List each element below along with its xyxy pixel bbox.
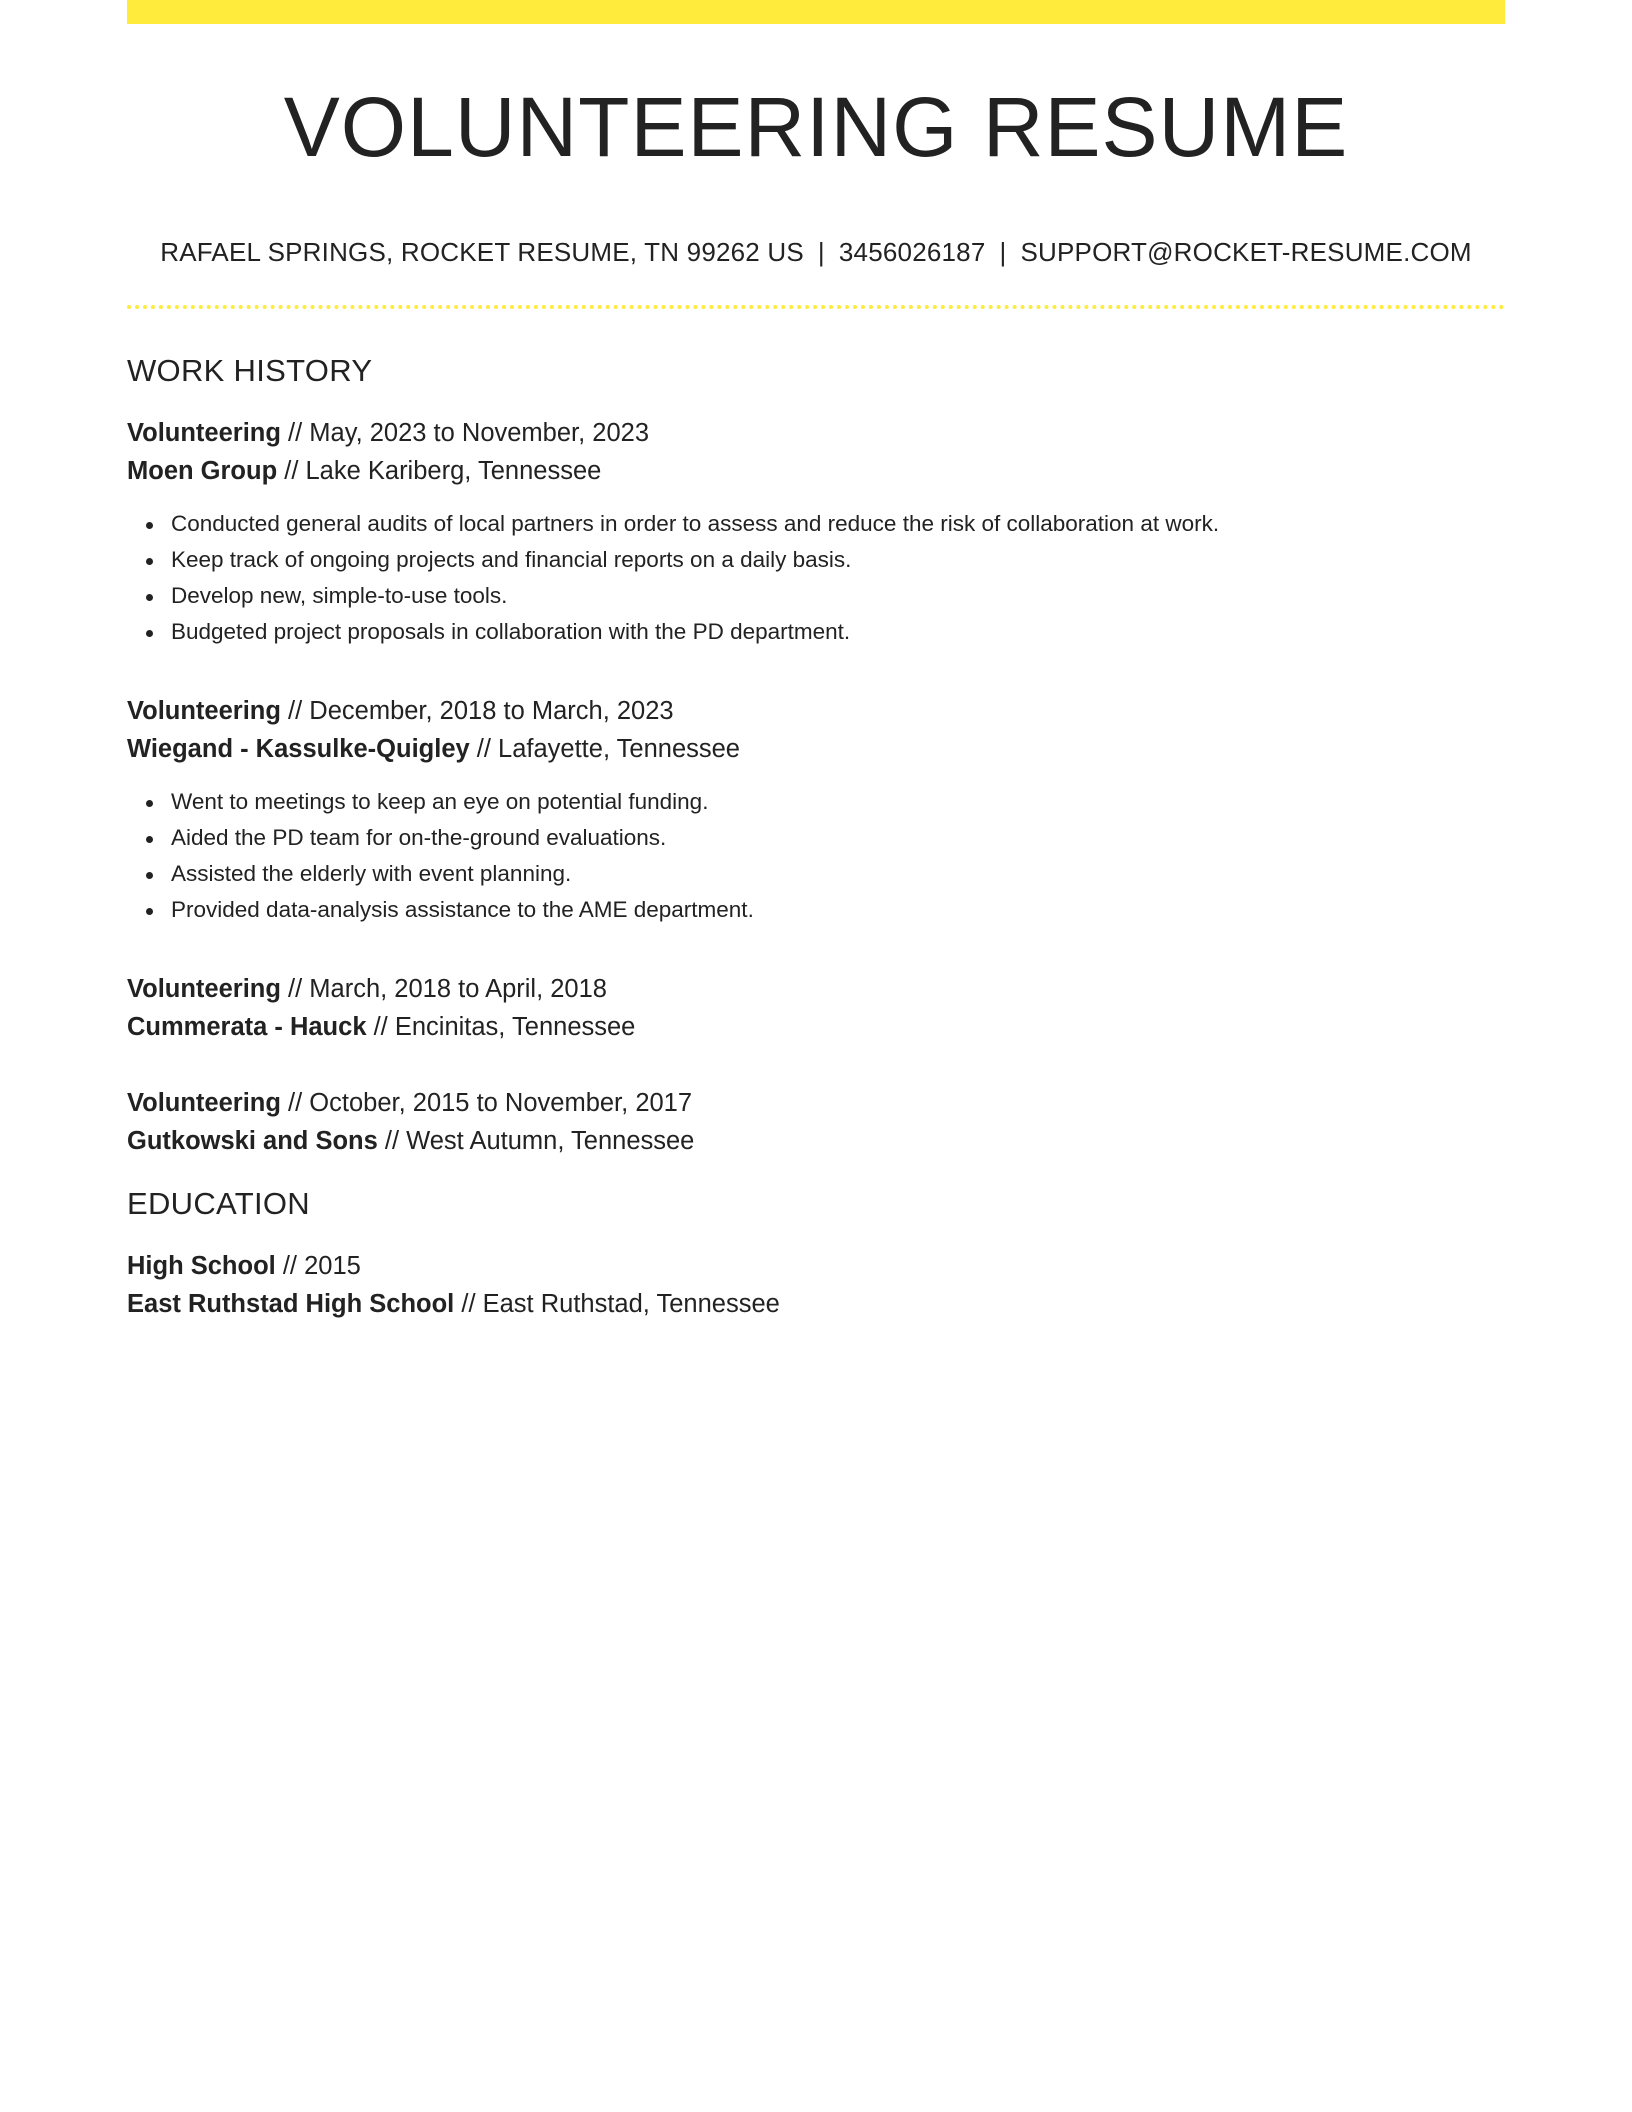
work-entry-location: // Lafayette, Tennessee [469,735,740,763]
work-entry-dates: // October, 2015 to November, 2017 [280,1089,693,1117]
work-entry-company-line [127,1008,1505,1046]
work-entry-location: // West Autumn, Tennessee [377,1127,695,1155]
work-entry-role-line [127,414,1505,452]
education-school: East Ruthstad High School [127,1290,455,1318]
work-entry-dates: // December, 2018 to March, 2023 [280,697,674,725]
bullet-item: Budgeted project proposals in collaboration with the PD department. [171,614,1505,650]
bullet-item: Develop new, simple-to-use tools. [171,578,1505,614]
work-entry-dates: // March, 2018 to April, 2018 [280,975,607,1003]
work-entry-company: Moen Group [127,457,278,485]
work-entry-role: Volunteering [127,697,281,725]
education-location: // East Ruthstad, Tennessee [454,1290,780,1318]
work-entry-company-line [127,1122,1505,1160]
bullet-item: Aided the PD team for on-the-ground evaluations. [171,820,1505,856]
contact-line [127,239,1505,265]
work-entry [127,1084,1505,1160]
contact-separator: | [999,237,1007,267]
contact-email: SUPPORT@ROCKET-RESUME.COM [1020,237,1472,267]
work-entry-role-line [127,692,1505,730]
resume-page [127,0,1505,1323]
accent-top-bar [127,0,1505,24]
bullet-item: Went to meetings to keep an eye on potential funding. [171,784,1505,820]
work-entry-company-line [127,730,1505,768]
work-entry-role: Volunteering [127,1089,281,1117]
work-history-heading: WORK HISTORY [127,353,373,388]
contact-separator: | [817,237,825,267]
education-degree-line [127,1247,1505,1285]
work-entry-company: Cummerata - Hauck [127,1013,367,1041]
contact-address: RAFAEL SPRINGS, ROCKET RESUME, TN 99262 US [160,237,804,267]
bullet-item: Assisted the elderly with event planning. [171,856,1505,892]
education-heading: EDUCATION [127,1186,310,1221]
education-year: // 2015 [275,1252,361,1280]
work-entry-dates: // May, 2023 to November, 2023 [280,419,650,447]
work-entry-bullets [127,784,1505,928]
work-entry-location: // Encinitas, Tennessee [366,1013,636,1041]
work-entry-company-line [127,452,1505,490]
bullet-item: Provided data-analysis assistance to the AME department. [171,892,1505,928]
work-entry [127,970,1505,1046]
work-entry [127,414,1505,650]
dotted-divider [127,305,1505,309]
contact-phone: 3456026187 [838,237,986,267]
work-entry-company: Gutkowski and Sons [127,1127,378,1155]
work-entry-role: Volunteering [127,419,281,447]
bullet-item: Keep track of ongoing projects and financial reports on a daily basis. [171,542,1505,578]
resume-title: VOLUNTEERING RESUME [283,80,1349,174]
work-entry-role-line [127,1084,1505,1122]
education-degree: High School [127,1252,276,1280]
education-entry [127,1247,1505,1323]
bullet-item: Conducted general audits of local partners in order to assess and reduce the risk of collaboration at work. [171,506,1505,542]
work-entry-bullets [127,506,1505,650]
work-entry-location: // Lake Kariberg, Tennessee [277,457,602,485]
work-entry-company: Wiegand - Kassulke-Quigley [127,735,470,763]
work-entry-role: Volunteering [127,975,281,1003]
work-entry [127,692,1505,928]
education-school-line [127,1285,1505,1323]
work-entry-role-line [127,970,1505,1008]
